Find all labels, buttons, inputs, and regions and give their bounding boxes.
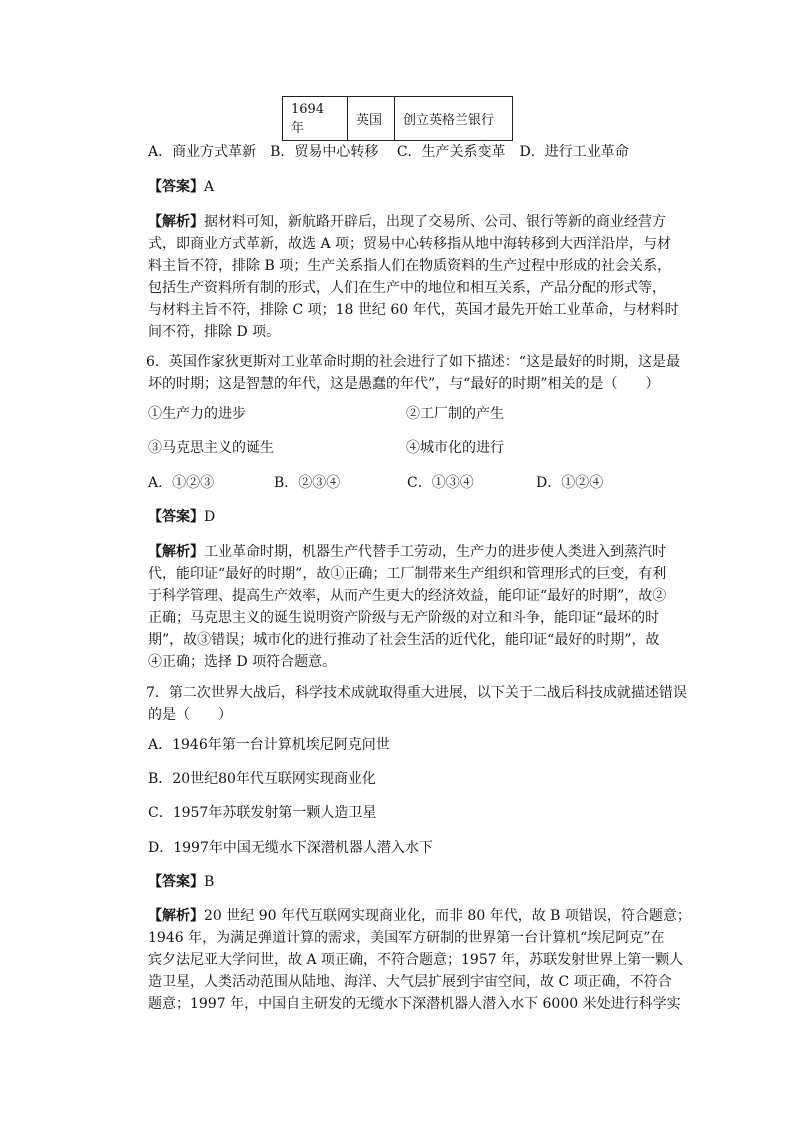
q6-item: ④城市化的进行 xyxy=(406,440,504,456)
q6-analysis-line: ④正确；选择 D 项符合题意。 xyxy=(148,654,337,670)
q7-option: C．1957年苏联发射第一颗人造卫星 xyxy=(148,805,377,821)
analysis-label: 【解析】 xyxy=(148,544,204,560)
table-row xyxy=(283,97,513,141)
q7-analysis-line: 题意；1997 年，中国自主研发的无缆水下深潜机器人潜入水下 6000 米处进行科学实 xyxy=(148,996,681,1012)
q5-answer xyxy=(148,178,214,196)
analysis-label: 【解析】 xyxy=(148,214,204,230)
q6-option: A．①②③ xyxy=(148,475,215,491)
q6-stem-line: 坏的时期；这是智慧的年代，这是愚蠢的年代”，与“最好的时期”相关的是（ ） xyxy=(148,376,660,392)
q6-item: ③马克思主义的诞生 xyxy=(148,440,274,456)
q5-analysis-line: 【解析】据材料可知，新航路开辟后，出现了交易所、公司、银行等新的商业经营方 xyxy=(148,214,666,230)
q5-analysis-line: 与材料主旨不符，排除 C 项；18 世纪 60 年代，英国才最先开始工业革命，与材料时 xyxy=(148,302,679,318)
q7-stem-line: 7．第二次世界大战后，科学技术成就取得重大进展，以下关于二战后科技成就描述错误 xyxy=(146,685,687,701)
q5-analysis-line: 料主旨不符，排除 B 项；生产关系指人们在物质资料的生产过程中形成的社会关系， xyxy=(148,258,672,274)
answer-label: 【答案】 xyxy=(148,874,204,890)
q6-answer xyxy=(148,508,215,526)
q6-item: ②工厂制的产生 xyxy=(406,406,504,422)
q7-analysis-line: 【解析】20 世纪 90 年代互联网实现商业化，而非 80 年代，故 B 项错误，符合题意； xyxy=(148,908,691,924)
q7-analysis-line: 1946 年，为满足弹道计算的需求，美国军方研制的世界第一台计算机“埃尼阿克”在 xyxy=(148,930,665,946)
answer-value: B xyxy=(204,874,215,890)
answer-value: A xyxy=(204,179,215,195)
answer-label: 【答案】 xyxy=(148,509,204,525)
q6-analysis-line: 正确；马克思主义的诞生说明资产阶级与无产阶级的对立和斗争，能印证“最坏的时 xyxy=(148,610,660,626)
q6-option: C．①③④ xyxy=(407,475,474,491)
q5-analysis-line: 包括生产资料所有制的形式，人们在生产中的地位和相互关系，产品分配的形式等， xyxy=(148,280,666,296)
q7-option: B．20世纪80年代互联网实现商业化 xyxy=(148,771,376,787)
answer-label: 【答案】 xyxy=(148,179,204,195)
analysis-label: 【解析】 xyxy=(148,908,204,924)
q7-analysis-line: 宾夕法尼亚大学问世，故 A 项正确，不符合题意；1957 年，苏联发射世界上第一颗人 xyxy=(148,952,684,968)
q5-analysis-line: 间不符，排除 D 项。 xyxy=(148,324,281,340)
q5-options: A．商业方式革新 B．贸易中心转移 C．生产关系变革 D．进行工业革命 xyxy=(148,144,629,160)
q7-stem-line: 的是（ ） xyxy=(148,707,232,723)
q7-option: D．1997年中国无缆水下深潜机器人潜入水下 xyxy=(148,840,433,856)
table-cell-country: 英国 xyxy=(348,97,395,141)
q6-analysis-line: 代，能印证“最好的时期”，故①正确；工厂制带来生产组织和管理形式的巨变，有利 xyxy=(148,566,667,582)
q7-analysis-line: 造卫星，人类活动范围从陆地、海洋、大气层扩展到宇宙空间，故 C 项正确，不符合 xyxy=(148,974,672,990)
q6-analysis-line: 于科学管理、提高生产效率，从而产生更大的经济效益，能印证“最好的时期”，故② xyxy=(148,588,667,604)
q6-item: ①生产力的进步 xyxy=(148,406,246,422)
table-cell-event: 创立英格兰银行 xyxy=(395,97,513,141)
q6-option: D．①②④ xyxy=(536,475,604,491)
q6-stem-line: 6．英国作家狄更斯对工业革命时期的社会进行了如下描述：“这是最好的时期，这是最 xyxy=(146,354,681,370)
answer-value: D xyxy=(204,509,216,525)
q6-analysis-line: 【解析】工业革命时期，机器生产代替手工劳动，生产力的进步使人类进入到蒸汽时 xyxy=(148,544,666,560)
history-table xyxy=(282,96,513,141)
q6-option: B．②③④ xyxy=(274,475,341,491)
q5-analysis-line: 式，即商业方式革新，故选 A 项；贸易中心转移指从地中海转移到大西洋沿岸，与材 xyxy=(148,236,672,252)
q7-option: A．1946年第一台计算机埃尼阿克问世 xyxy=(148,737,390,753)
q7-answer xyxy=(148,873,214,891)
table-cell-year: 1694 年 xyxy=(283,97,348,141)
q6-analysis-line: 期”，故③错误；城市化的进行推动了社会生活的近代化，能印证“最好的时期”，故 xyxy=(148,632,660,648)
